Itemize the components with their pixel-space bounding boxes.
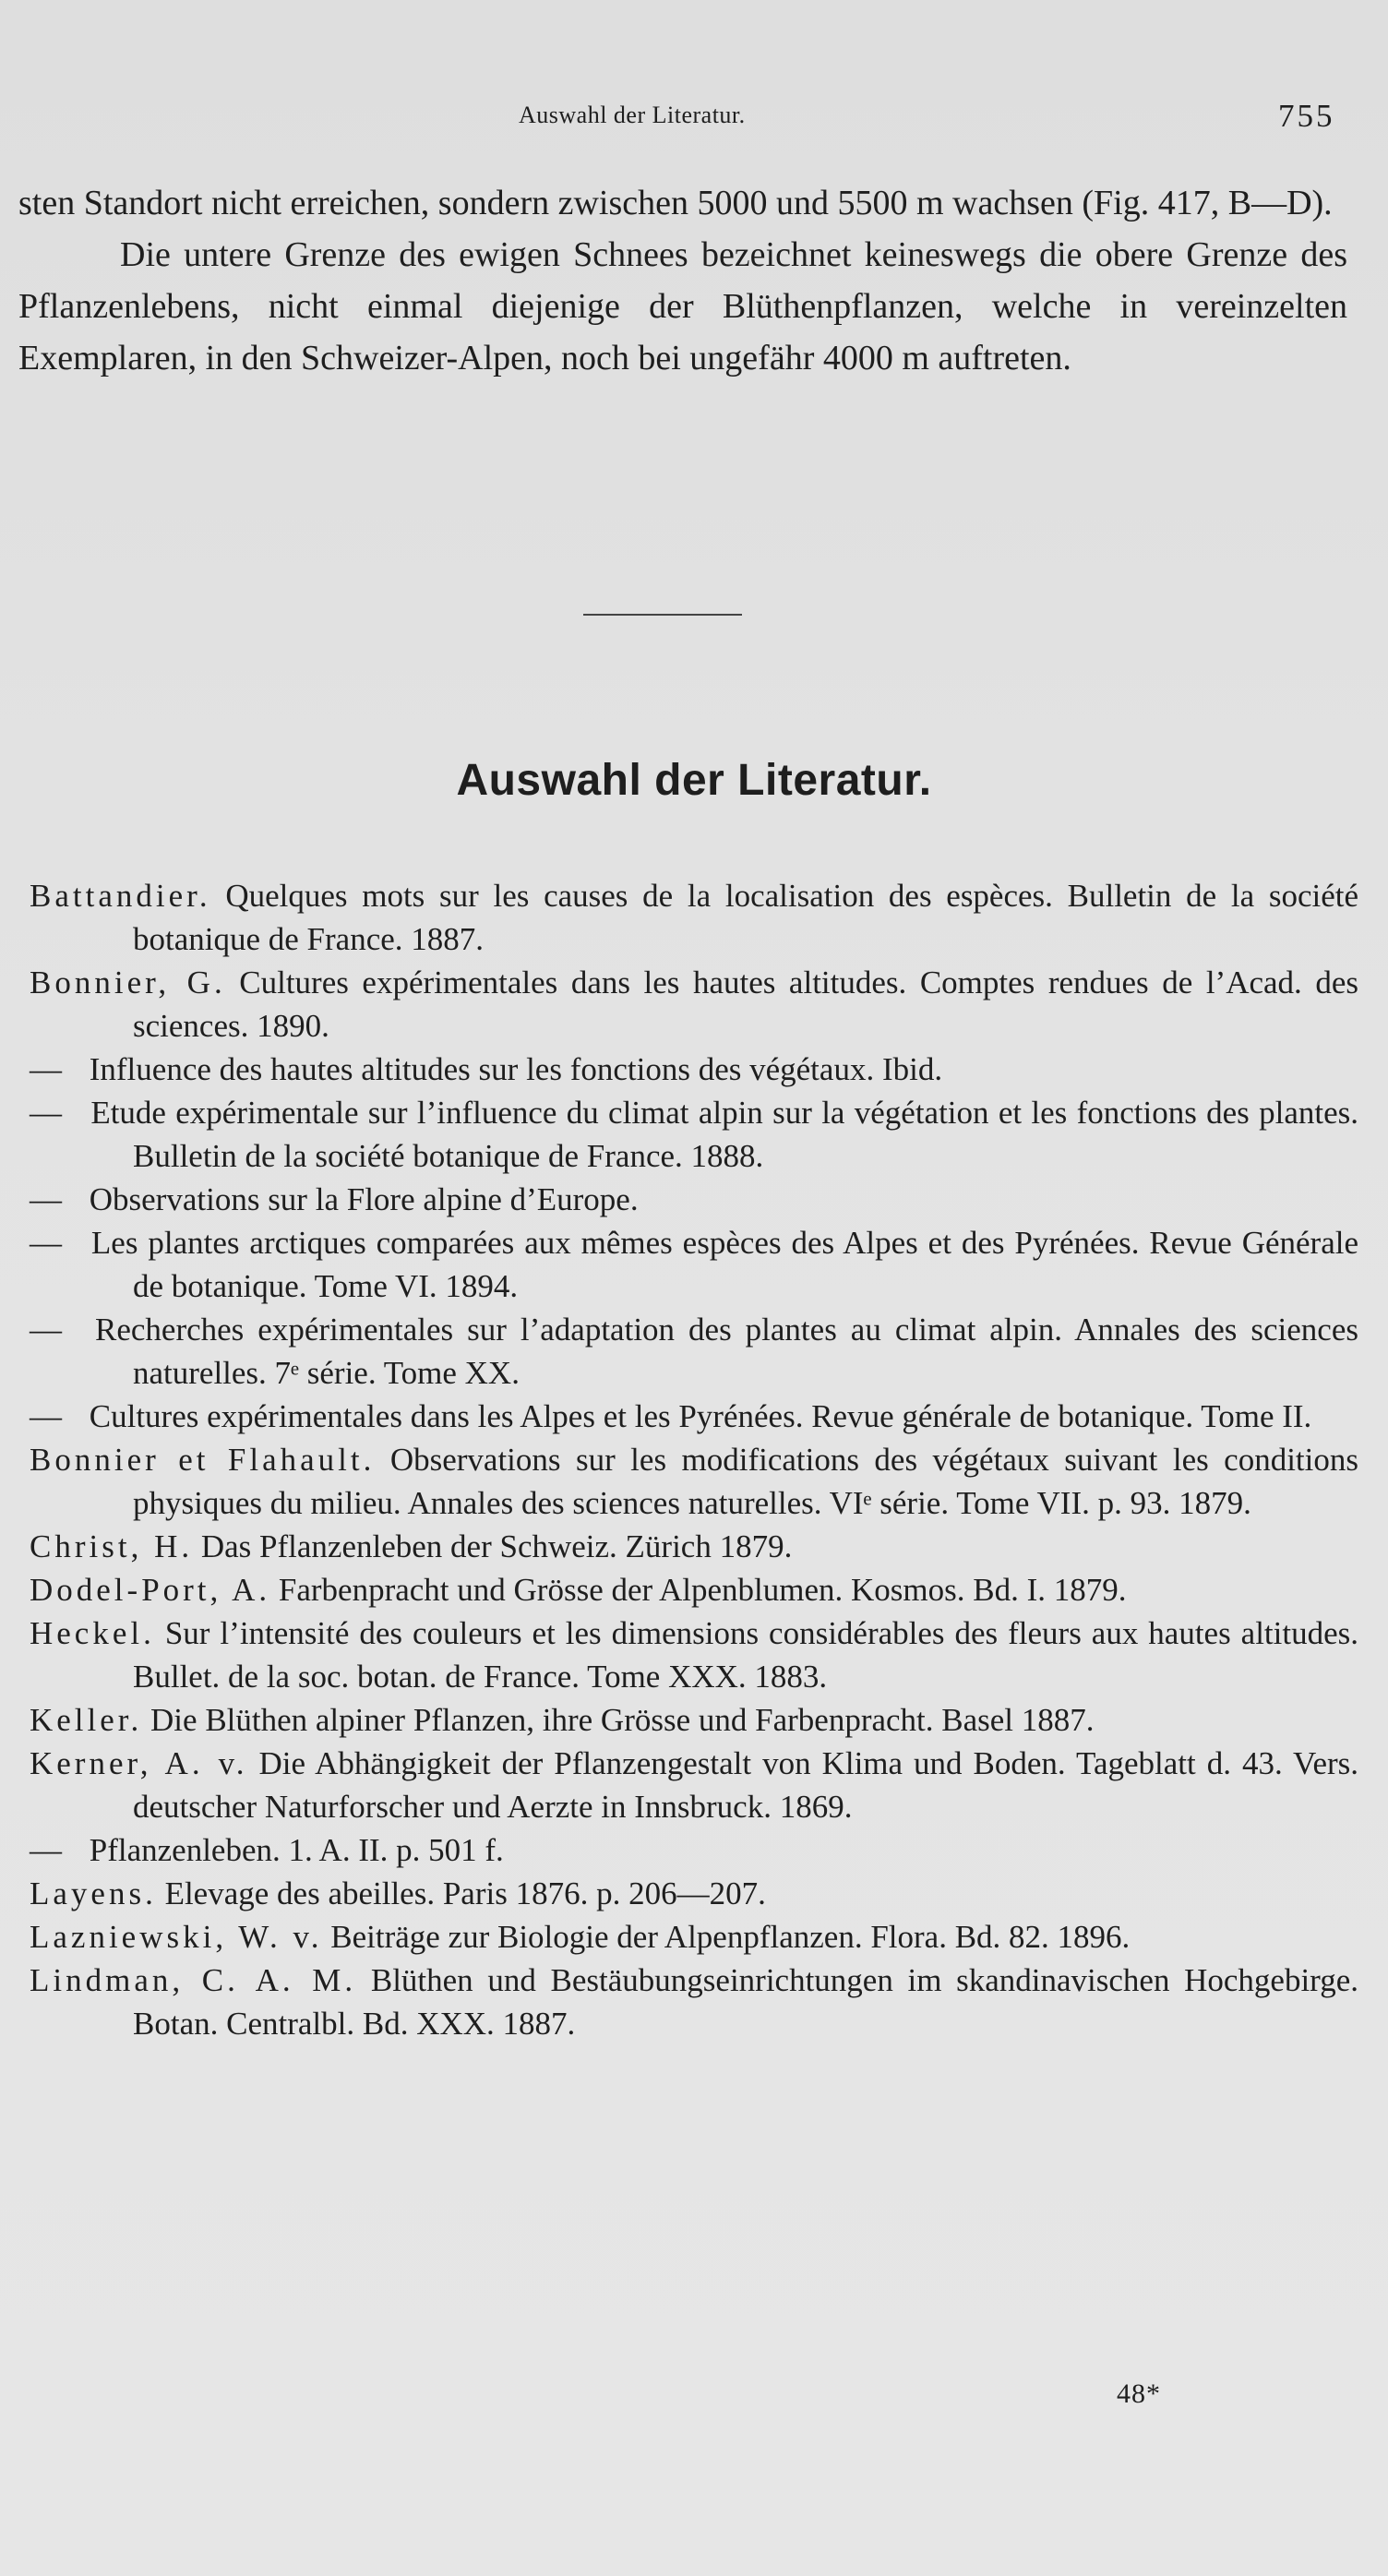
bibliography-reference: Die Abhängigkeit der Pflanzengestalt von Klima und Boden. Tageblatt d. 43. Vers. deutscher Naturforscher und Aerzte in Innsbruck. 1869. bbox=[133, 1745, 1358, 1825]
bibliography-entry bbox=[30, 1959, 1358, 2045]
bibliography-reference: Das Pflanzenleben der Schweiz. Zürich 1879. bbox=[200, 1528, 793, 1564]
bibliography-entry bbox=[30, 1568, 1358, 1611]
bibliography-reference: Beiträge zur Biologie der Alpenpflanzen. Flora. Bd. 82. 1896. bbox=[330, 1919, 1131, 1955]
bibliography-author: Battandier. bbox=[30, 878, 211, 914]
bibliography-entry bbox=[30, 1915, 1358, 1959]
paragraph: Die untere Grenze des ewigen Schnees bezeichnet keineswegs die obere Grenze des Pflanzenlebens, nicht einmal diejenige der Blüthenpflanzen, welche in vereinzelten Exemplaren, in den Schweizer-Alpen, noch bei ungefähr 4000 m auftreten. bbox=[18, 235, 1347, 377]
bibliography-reference: Recherches expérimentales sur l’adaptation des plantes au climat alpin. Annales des sciences naturelles. 7ᵉ série. Tome XX. bbox=[95, 1312, 1359, 1391]
bibliography-entry bbox=[30, 1308, 1358, 1395]
bibliography-reference: Farbenpracht und Grösse der Alpenblumen. Kosmos. Bd. I. 1879. bbox=[278, 1572, 1127, 1608]
signature-mark: 48* bbox=[1117, 2378, 1161, 2409]
bibliography-reference: Quelques mots sur les causes de la localisation des espèces. Bulletin de la société botanique de France. 1887. bbox=[133, 878, 1358, 957]
bibliography-entry bbox=[30, 1611, 1358, 1698]
repeat-author-dash: — bbox=[30, 1312, 62, 1348]
bibliography-reference: Les plantes arctiques comparées aux mêmes espèces des Alpes et des Pyrénées. Revue Générale de botanique. Tome VI. 1894. bbox=[90, 1225, 1359, 1304]
bibliography-reference: Observations sur les modifications des végétaux suivant les conditions physiques du milieu. Annales des sciences naturelles. VIᵉ série. Tome VII. p. 93. 1879. bbox=[133, 1442, 1359, 1521]
repeat-author-dash: — bbox=[30, 1095, 62, 1131]
running-header bbox=[0, 98, 1388, 135]
section-heading: Auswahl der Literatur. bbox=[456, 756, 932, 805]
paragraph: sten Standort nicht erreichen, sondern zwischen 5000 und 5500 m wachsen (Fig. 417, B—D). bbox=[18, 184, 1333, 222]
bibliography-author: Layens. bbox=[30, 1875, 157, 1911]
bibliography-author: Bonnier et Flahault. bbox=[30, 1442, 376, 1478]
bibliography-entry bbox=[30, 1698, 1358, 1742]
bibliography-author: Kerner, A. v. bbox=[30, 1745, 248, 1781]
bibliography-reference: Cultures expérimentales dans les hautes altitudes. Comptes rendues de l’Acad. des sciences. 1890. bbox=[133, 965, 1359, 1044]
bibliography-entry bbox=[30, 961, 1358, 1048]
bibliography-entry bbox=[30, 1221, 1358, 1308]
repeat-author-dash: — bbox=[30, 1225, 62, 1261]
bibliography-entry bbox=[30, 1178, 1358, 1221]
bibliography-reference: Influence des hautes altitudes sur les fonctions des végétaux. Ibid. bbox=[89, 1051, 943, 1087]
bibliography-reference: Pflanzenleben. 1. A. II. p. 501 f. bbox=[89, 1832, 504, 1868]
bibliography-reference: Cultures expérimentales dans les Alpes et les Pyrénées. Revue générale de botanique. Tome II. bbox=[89, 1398, 1312, 1434]
bibliography-reference: Elevage des abeilles. Paris 1876. p. 206—207. bbox=[164, 1875, 766, 1911]
bibliography-entry bbox=[30, 1828, 1358, 1872]
bibliography-entry bbox=[30, 1395, 1358, 1438]
bibliography-entry bbox=[30, 1742, 1358, 1828]
bibliography-reference: Blüthen und Bestäubungseinrichtungen im skandinavischen Hochgebirge. Botan. Centralbl. Bd. XXX. 1887. bbox=[133, 1962, 1358, 2042]
bibliography-author: Lindman, C. A. M. bbox=[30, 1962, 357, 1998]
running-title: Auswahl der Literatur. bbox=[519, 102, 746, 128]
bibliography-reference: Sur l’intensité des couleurs et les dimensions considérables des fleurs aux hautes altitudes. Bullet. de la soc. botan. de France. Tome XXX. 1883. bbox=[133, 1615, 1359, 1695]
bibliography-reference: Observations sur la Flore alpine d’Europe. bbox=[89, 1181, 639, 1217]
repeat-author-dash: — bbox=[30, 1181, 62, 1217]
bibliography-author: Bonnier, G. bbox=[30, 965, 226, 1000]
bibliography-reference: Etude expérimentale sur l’influence du climat alpin sur la végétation et les fonctions des plantes. Bulletin de la société botanique de France. 1888. bbox=[90, 1095, 1358, 1174]
bibliography-entry bbox=[30, 1438, 1358, 1525]
bibliography-list bbox=[30, 874, 1358, 2045]
repeat-author-dash: — bbox=[30, 1832, 62, 1868]
bibliography-reference: Die Blüthen alpiner Pflanzen, ihre Grösse und Farbenpracht. Basel 1887. bbox=[150, 1702, 1095, 1738]
body-text bbox=[18, 177, 1347, 384]
bibliography-entry bbox=[30, 1048, 1358, 1091]
section-divider bbox=[583, 614, 742, 616]
repeat-author-dash: — bbox=[30, 1398, 62, 1434]
bibliography-author: Heckel. bbox=[30, 1615, 155, 1651]
bibliography-entry bbox=[30, 1525, 1358, 1568]
repeat-author-dash: — bbox=[30, 1051, 62, 1087]
bibliography-entry bbox=[30, 874, 1358, 961]
bibliography-author: Keller. bbox=[30, 1702, 143, 1738]
page-number: 755 bbox=[1278, 98, 1335, 134]
bibliography-entry bbox=[30, 1872, 1358, 1915]
bibliography-author: Dodel-Port, A. bbox=[30, 1572, 271, 1608]
bibliography-author: Lazniewski, W. v. bbox=[30, 1919, 323, 1955]
bibliography-author: Christ, H. bbox=[30, 1528, 194, 1564]
bibliography-entry bbox=[30, 1091, 1358, 1178]
